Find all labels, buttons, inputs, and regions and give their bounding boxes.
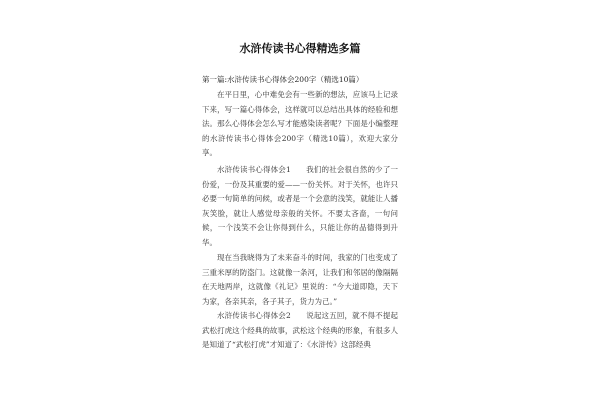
essay-1-paragraph: 水浒传读书心得体会1 我们的社会很自然的少了一份爱，一份及其重要的爱——一份关怀。对于关怀，也许只必要一句简单的问候，或者是一个会意的浅笑，就能让人播灰笑脸，就让人感觉母亲般的关怀。不要太吝啬，一句问候，一个浅笑不会让你得到什么，只能让你的品德得到升华。 xyxy=(202,165,398,247)
section-heading: 第一篇:水浒传读书心得体会200字（精选10篇） xyxy=(202,75,364,84)
essay-2-paragraph: 水浒传读书心得体会2 说起这五回，就不得不提起武松打虎这个经典的故事，武松这个经典的形象，有很多人是知道了“武松打虎”才知道了：《水浒传》这部经典 xyxy=(202,311,398,350)
document-title: 水浒传读书心得精选多篇 xyxy=(239,42,361,55)
intro-paragraph: 在平日里，心中难免会有一些新的想法，应该马上记录下来，写一篇心得体会，这样就可以总结出具体的经验和想法。那么心得体会怎么写才能感染读者呢？下面是小编整理的水浒传读书心得体会200字（精选10篇），欢迎大家分享。 xyxy=(202,90,398,158)
essay-1-paragraph-continued: 现在当我晓得为了未来奋斗的时间，我家的门也变成了三重米厚的防盗门。这就像一条河，让我们和邻居的像隔隔在天地两岸，这就像《礼记》里说的：“今大道即隐，天下为家，各亲其亲，各子其子，货力为己。” xyxy=(202,253,398,306)
